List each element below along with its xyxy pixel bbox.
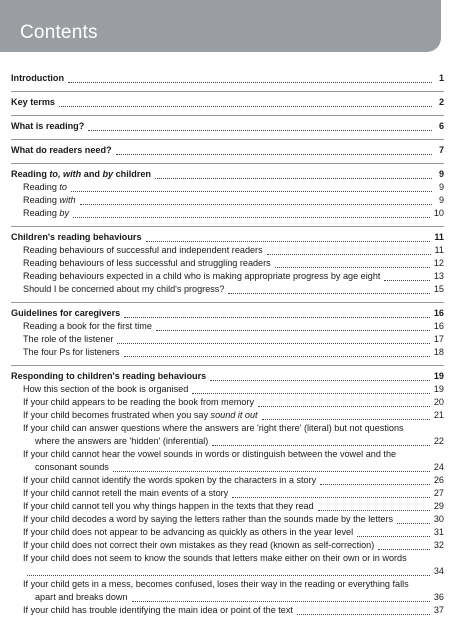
toc-page-number: 9 xyxy=(438,169,444,179)
label-part: Reading xyxy=(23,195,60,205)
dot-leader xyxy=(232,497,430,498)
toc-label: If your child does not correct their own mistakes as they read (known as self-correction) xyxy=(23,540,375,550)
toc-entry-reading-to-with-by[interactable] xyxy=(11,168,444,181)
toc-page-number: 24 xyxy=(433,462,444,472)
dot-leader xyxy=(59,106,432,107)
toc-label: What is reading? xyxy=(11,121,85,131)
dot-leader xyxy=(80,204,432,205)
dot-leader xyxy=(378,549,430,550)
label-part-italic: by xyxy=(102,169,114,179)
dot-leader xyxy=(357,536,430,537)
label-part-italic: sound it out xyxy=(210,410,258,420)
divider xyxy=(11,226,444,227)
toc-page-number: 17 xyxy=(433,334,444,344)
toc-label: Key terms xyxy=(11,97,55,107)
toc-subentry[interactable] xyxy=(11,526,444,539)
toc-label: If your child does not appear to be advancing as quickly as others in the year level xyxy=(23,527,354,537)
toc-label xyxy=(23,194,76,207)
toc-label: If your child cannot tell you why things happen in the texts that they read xyxy=(23,501,314,511)
toc-page-number: 22 xyxy=(433,436,444,446)
toc-subentry[interactable] xyxy=(11,422,444,448)
toc-page-number: 10 xyxy=(433,208,444,218)
dot-leader xyxy=(146,241,431,242)
dot-leader xyxy=(117,343,429,344)
toc-label: Reading behaviours of less successful and struggling readers xyxy=(23,258,271,268)
toc-label: Introduction xyxy=(11,73,65,83)
toc-subentry[interactable] xyxy=(11,604,444,617)
toc-label: Guidelines for caregivers xyxy=(11,308,121,318)
toc-label-line1: If your child gets in a mess, becomes confused, loses their way in the reading or everything falls xyxy=(23,579,409,589)
dot-leader xyxy=(262,419,430,420)
toc-label xyxy=(11,168,151,181)
toc-label-line1: If your child can answer questions where the answers are 'right there' (literal) but not questions xyxy=(23,423,404,433)
label-part: Reading xyxy=(23,208,60,218)
toc-page-number: 36 xyxy=(433,592,444,602)
toc-label: Should I be concerned about my child's progress? xyxy=(23,284,225,294)
toc-page-number: 11 xyxy=(434,245,444,255)
toc-page-number: 11 xyxy=(434,232,444,242)
toc-label: What do readers need? xyxy=(11,145,112,155)
dot-leader xyxy=(210,380,430,381)
divider xyxy=(11,365,444,366)
toc-page-number: 16 xyxy=(433,308,444,318)
toc-entry-key-terms[interactable] xyxy=(11,96,444,109)
toc-subentry[interactable] xyxy=(11,181,444,194)
label-part-italic: with xyxy=(59,195,76,205)
toc-page-number: 16 xyxy=(433,321,444,331)
dot-leader xyxy=(116,154,432,155)
label-part-italic: by xyxy=(59,208,70,218)
toc-page-number: 26 xyxy=(433,475,444,485)
toc-page-number: 6 xyxy=(438,121,444,131)
dot-leader xyxy=(297,614,430,615)
toc-subentry[interactable] xyxy=(11,244,444,257)
toc-subentry[interactable] xyxy=(11,333,444,346)
toc-page-number: 34 xyxy=(433,566,444,576)
contents-header xyxy=(0,0,441,52)
toc-subentry[interactable] xyxy=(11,409,444,422)
dot-leader xyxy=(155,178,432,179)
dot-leader xyxy=(124,356,430,357)
dot-leader xyxy=(320,484,430,485)
toc-label: How this section of the book is organised xyxy=(23,384,189,394)
toc-page-number: 7 xyxy=(438,145,444,155)
label-part: children xyxy=(113,169,151,179)
toc-label-line2: consonant sounds xyxy=(35,462,109,472)
toc-entry-guidelines-for-caregivers[interactable] xyxy=(11,307,444,320)
divider xyxy=(11,139,444,140)
toc-subentry[interactable] xyxy=(11,487,444,500)
toc-label: Responding to children's reading behaviours xyxy=(11,371,207,381)
page-title: Contents xyxy=(20,22,98,43)
toc-label: If your child decodes a word by saying the letters rather than the sounds made by the letters xyxy=(23,514,394,524)
divider xyxy=(11,115,444,116)
label-part: Reading xyxy=(23,182,60,192)
toc-label xyxy=(23,207,69,220)
dot-leader xyxy=(258,406,430,407)
toc-subentry[interactable] xyxy=(11,320,444,333)
toc-page-number: 15 xyxy=(433,284,444,294)
toc-label-line1: If your child cannot hear the vowel sounds in words or distinguish between the vowel and the xyxy=(23,449,397,459)
label-part: and xyxy=(81,169,103,179)
dot-leader xyxy=(68,82,432,83)
table-of-contents xyxy=(11,70,444,617)
toc-label-line2: apart and breaks down xyxy=(35,592,128,602)
toc-subentry[interactable] xyxy=(11,257,444,270)
toc-label: Reading a book for the first time xyxy=(23,321,152,331)
dot-leader xyxy=(267,254,431,255)
toc-entry-introduction[interactable] xyxy=(11,72,444,85)
dot-leader xyxy=(318,510,430,511)
toc-entry-responding[interactable] xyxy=(11,370,444,383)
divider xyxy=(11,163,444,164)
toc-page-number: 2 xyxy=(438,97,444,107)
toc-label xyxy=(23,409,258,422)
toc-page-number: 19 xyxy=(433,384,444,394)
dot-leader xyxy=(71,191,432,192)
toc-label: If your child has trouble identifying the main idea or point of the text xyxy=(23,605,293,615)
toc-entry-what-is-reading[interactable] xyxy=(11,120,444,133)
toc-subentry[interactable] xyxy=(11,578,444,604)
dot-leader xyxy=(275,267,430,268)
dot-leader xyxy=(212,445,430,446)
toc-label: If your child cannot identify the words spoken by the characters in a story xyxy=(23,475,317,485)
toc-label: If your child cannot retell the main events of a story xyxy=(23,488,229,498)
dot-leader xyxy=(132,601,430,602)
toc-label-line2: where the answers are 'hidden' (inferential) xyxy=(35,436,209,446)
toc-subentry[interactable] xyxy=(11,448,444,474)
toc-page-number: 21 xyxy=(433,410,444,420)
toc-page-number: 37 xyxy=(433,605,444,615)
toc-label: Reading behaviours expected in a child who is making appropriate progress by age eight xyxy=(23,271,381,281)
toc-page-number: 19 xyxy=(433,371,444,381)
toc-subentry[interactable] xyxy=(11,513,444,526)
toc-subentry[interactable] xyxy=(11,500,444,513)
toc-page-number: 27 xyxy=(433,488,444,498)
dot-leader xyxy=(156,330,430,331)
toc-page-number: 31 xyxy=(433,527,444,537)
toc-label: The role of the listener xyxy=(23,334,114,344)
toc-subentry[interactable] xyxy=(11,539,444,552)
dot-leader xyxy=(397,523,430,524)
dot-leader xyxy=(73,217,430,218)
dot-leader xyxy=(27,575,430,576)
toc-label-line1: If your child does not seem to know the sounds that letters make either on their own or in words xyxy=(23,553,407,563)
dot-leader xyxy=(384,280,429,281)
toc-page-number: 9 xyxy=(438,195,444,205)
toc-subentry[interactable] xyxy=(11,396,444,409)
toc-page-number: 12 xyxy=(433,258,444,268)
dot-leader xyxy=(113,471,430,472)
dot-leader xyxy=(124,317,430,318)
toc-subentry[interactable] xyxy=(11,270,444,283)
toc-label: Children's reading behaviours xyxy=(11,232,142,242)
toc-page-number: 29 xyxy=(433,501,444,511)
label-part-italic: to xyxy=(59,182,67,192)
toc-page-number: 13 xyxy=(433,271,444,281)
divider xyxy=(11,91,444,92)
dot-leader xyxy=(228,293,429,294)
toc-entry-childrens-reading-behaviours[interactable] xyxy=(11,231,444,244)
toc-subentry[interactable] xyxy=(11,552,444,578)
toc-subentry[interactable] xyxy=(11,283,444,296)
toc-subentry[interactable] xyxy=(11,194,444,207)
toc-entry-what-do-readers-need[interactable] xyxy=(11,144,444,157)
toc-label xyxy=(23,181,67,194)
toc-label: If your child appears to be reading the book from memory xyxy=(23,397,254,407)
toc-subentry[interactable] xyxy=(11,474,444,487)
toc-subentry[interactable] xyxy=(11,346,444,359)
toc-page-number: 32 xyxy=(433,540,444,550)
toc-page-number: 30 xyxy=(433,514,444,524)
toc-page-number: 9 xyxy=(438,182,444,192)
toc-subentry[interactable] xyxy=(11,207,444,220)
dot-leader xyxy=(88,130,432,131)
label-part: Reading xyxy=(11,169,50,179)
toc-subentry[interactable] xyxy=(11,383,444,396)
divider xyxy=(11,302,444,303)
label-part-italic: to, with xyxy=(49,169,82,179)
toc-page-number: 1 xyxy=(438,73,444,83)
toc-label: Reading behaviours of successful and independent readers xyxy=(23,245,263,255)
toc-label: The four Ps for listeners xyxy=(23,347,120,357)
toc-page-number: 18 xyxy=(433,347,444,357)
label-part: If your child becomes frustrated when you say xyxy=(23,410,211,420)
toc-page-number: 20 xyxy=(433,397,444,407)
dot-leader xyxy=(192,393,430,394)
